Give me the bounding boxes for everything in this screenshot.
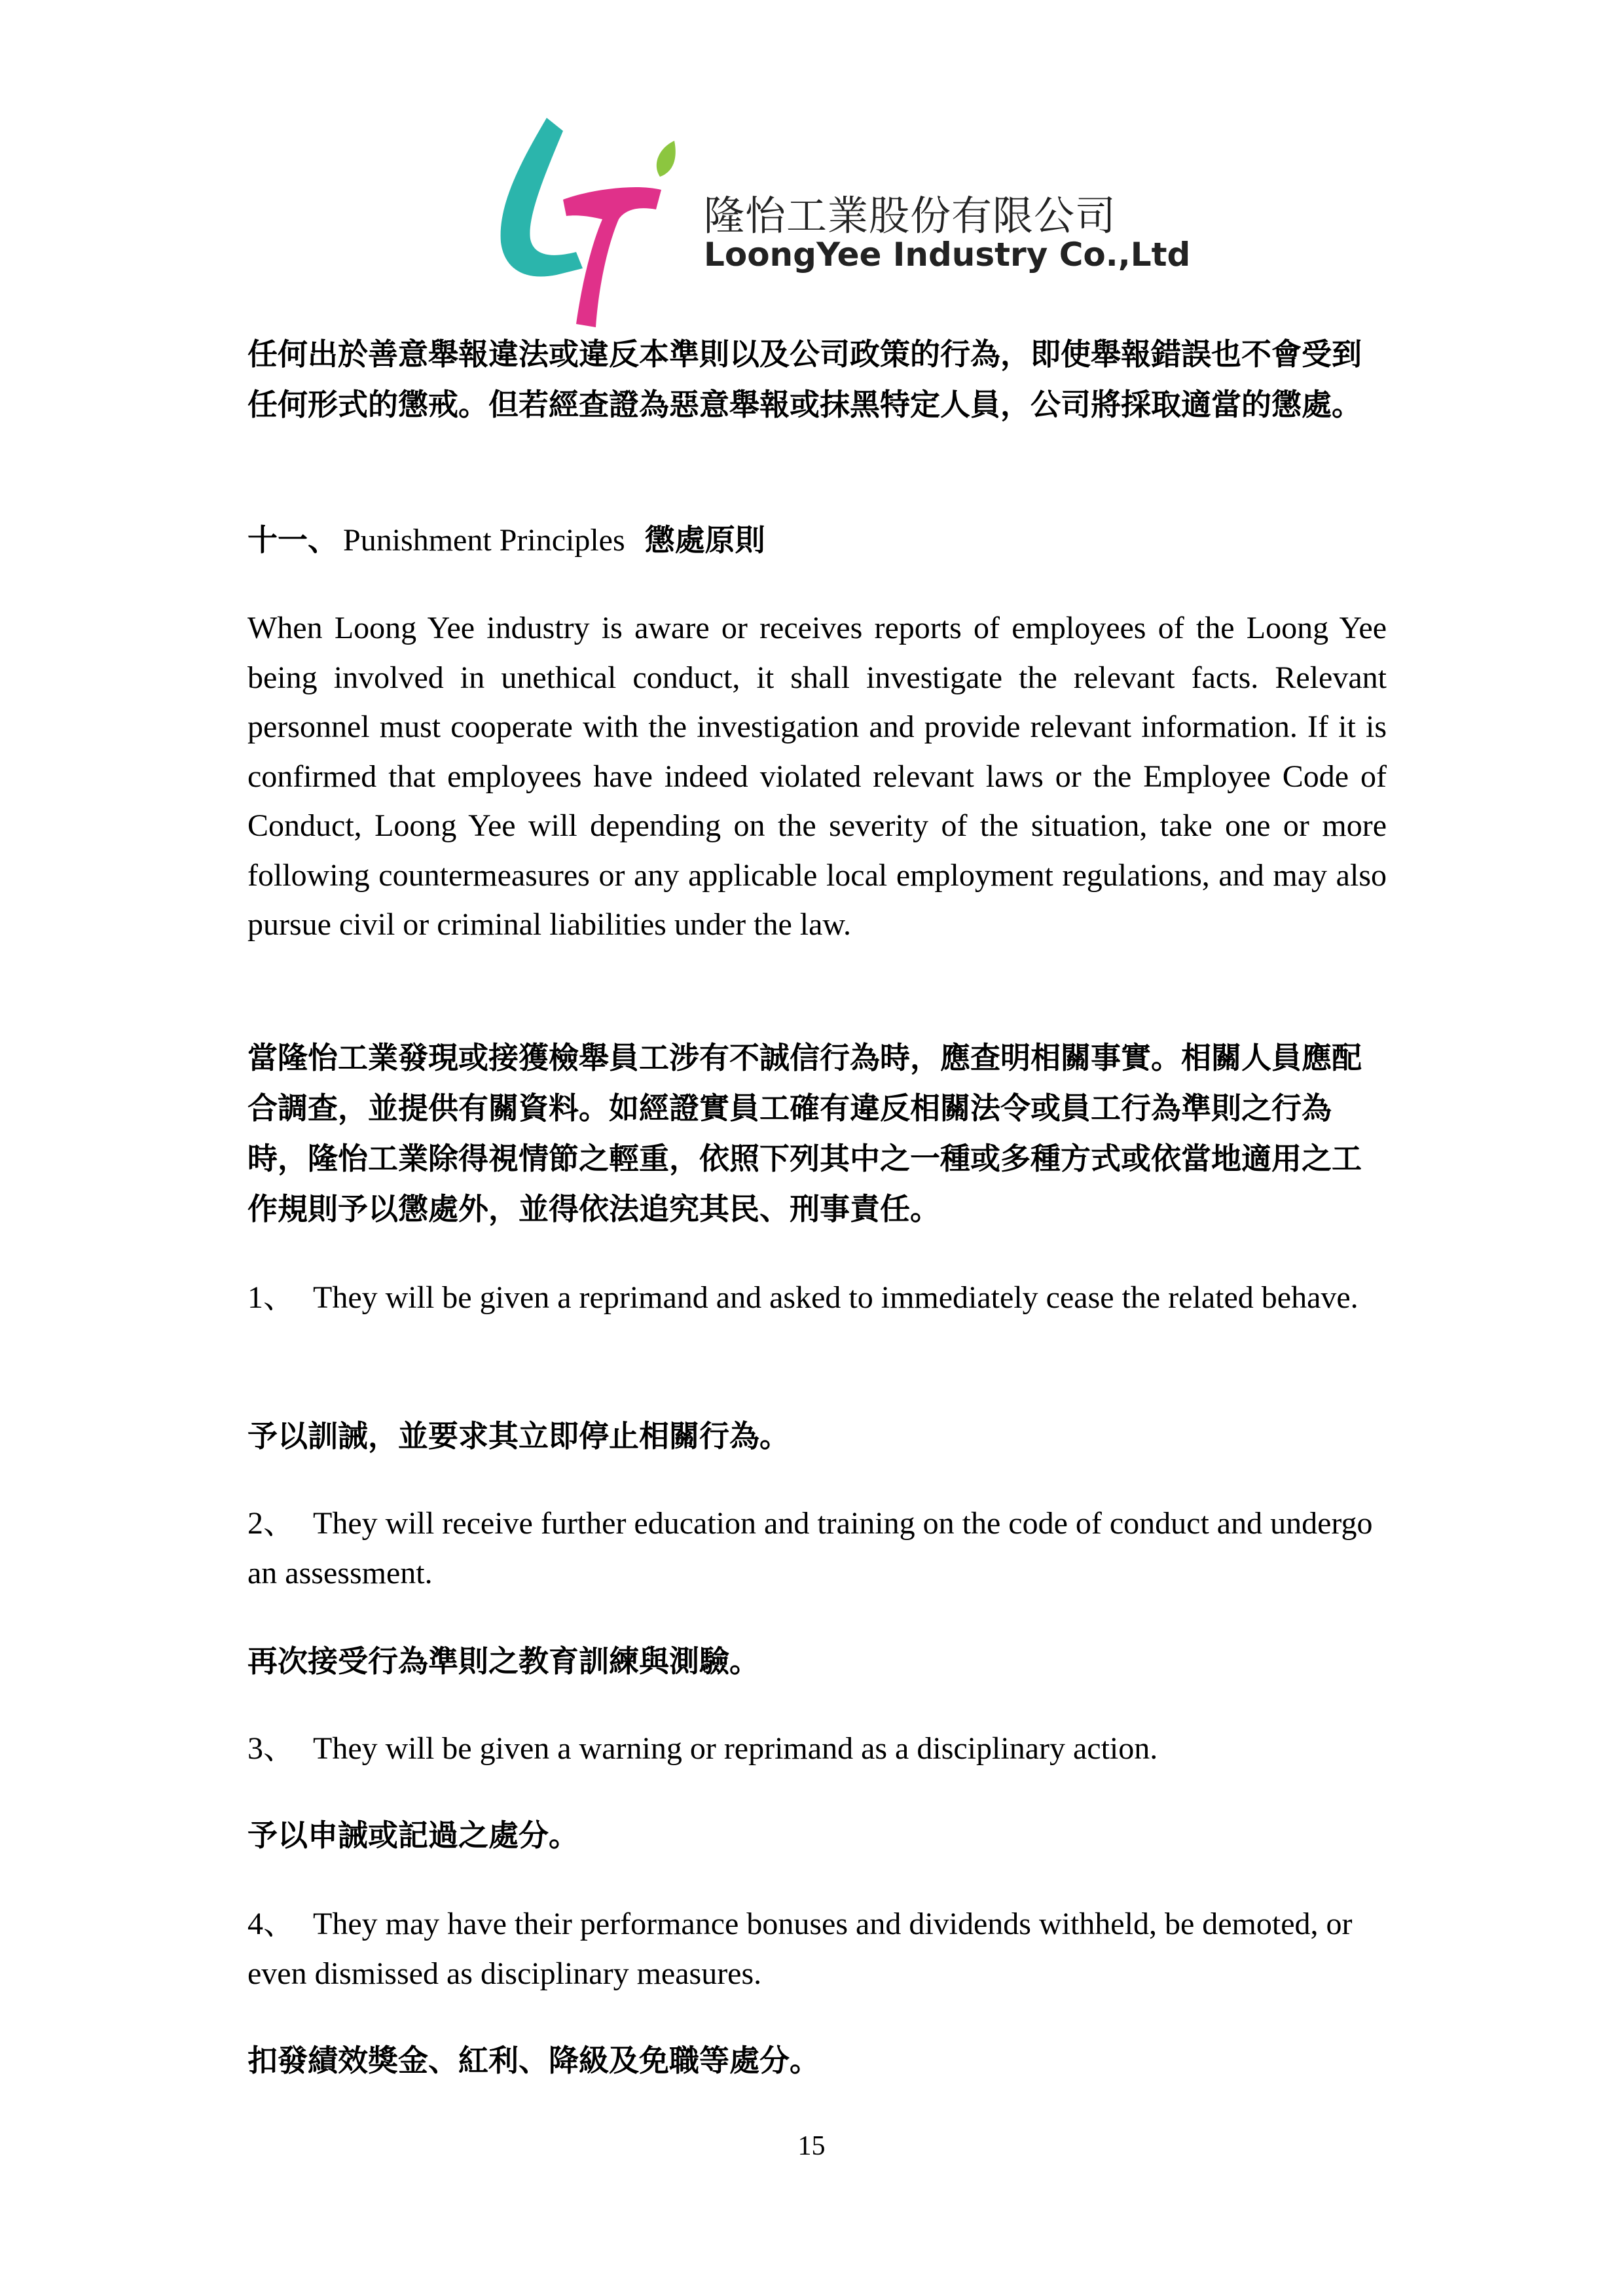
list-item	[247, 1273, 1387, 1323]
list-item-text-cn: 予以申誡或記過之處分。	[247, 1818, 579, 1853]
body-paragraph-cn: 當隆怡工業發現或接獲檢舉員工涉有不誠信行為時，應查明相關事實。相關人員應配合調查，並提供有關資料。如經證實員工確有違反相關法令或員工行為準則之行為時，隆怡工業除得視情節之輕重，依照下列其中之一種或多種方式或依當地適用之工作規則予以懲處外，並得依法追究其民、刑事責任。	[247, 1040, 1362, 1227]
company-name-en: LoongYee Industry Co.,Ltd	[704, 236, 1191, 274]
list-item	[247, 1499, 1387, 1598]
company-name-cn: 隆怡工業股份有限公司	[704, 192, 1117, 240]
list-item	[247, 1724, 1387, 1774]
list-item-number: 2、	[247, 1506, 295, 1541]
section-heading	[247, 515, 1387, 565]
section-number: 十一、	[247, 522, 338, 558]
list-item-text-en: They may have their performance bonuses and dividends withheld, be demoted, or even dismissed as disciplinary measures.	[247, 1907, 1353, 1991]
list-item-text-en: They will receive further education and training on the code of conduct and undergo an assessment.	[247, 1506, 1373, 1590]
list-item-text-cn: 扣發績效獎金、紅利、降級及免職等處分。	[247, 2043, 820, 2078]
list-item-text-en: They will be given a reprimand and asked to immediately cease the related behave.	[313, 1280, 1359, 1315]
list-item-text-cn: 再次接受行為準則之教育訓練與測驗。	[247, 1643, 759, 1679]
section-title-en: Punishment Principles	[343, 523, 625, 558]
list-item	[247, 1899, 1387, 1998]
section-title-cn: 懲處原則	[644, 522, 765, 558]
page-number: 15	[797, 2131, 826, 2161]
list-item-text-en: They will be given a warning or reprimand as a disciplinary action.	[313, 1731, 1158, 1766]
body-paragraph-en: When Loong Yee industry is aware or receives reports of employees of the Loong Yee being involved in unethical conduct, it shall investigate the relevant facts. Relevant personnel must cooperate with the investigation and provide relevant information. If it is confirmed that employees have indeed violated relevant laws or the Employee Code of Conduct, Loong Yee will depending on the severity of the situation, take one or more following countermeasures or any applicable local employment regulations, and may also pursue civil or criminal liabilities under the law.	[247, 611, 1387, 942]
intro-paragraph-cn: 任何出於善意舉報違法或違反本準則以及公司政策的行為，即使舉報錯誤也不會受到任何形式的懲戒。但若經查證為惡意舉報或抹黑特定人員，公司將採取適當的懲處。	[247, 336, 1362, 422]
list-item-number: 3、	[247, 1731, 295, 1766]
list-item-number: 4、	[247, 1907, 295, 1941]
loongyee-logo-icon	[484, 111, 701, 327]
list-item-number: 1、	[247, 1280, 295, 1315]
list-item-text-cn: 予以訓誡，並要求其立即停止相關行為。	[247, 1418, 790, 1454]
